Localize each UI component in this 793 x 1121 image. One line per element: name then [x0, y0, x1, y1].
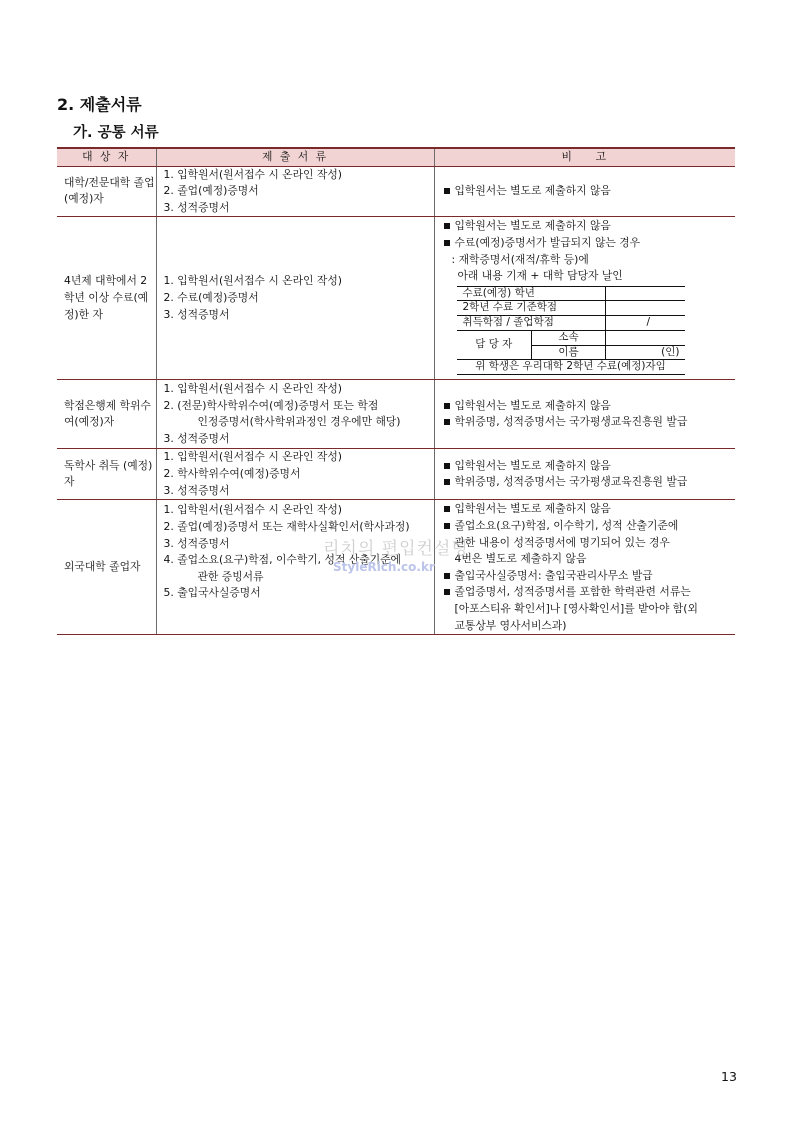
form-affiliation-label: 소속 [532, 330, 606, 345]
table-header-row [57, 148, 735, 166]
document-item: 1. 입학원서(원서접수 시 온라인 작성) [163, 274, 342, 288]
subsection-title: 가. 공통 서류 [73, 125, 159, 141]
row-notes [434, 500, 735, 635]
watermark-url: StyleRich.co.kr [333, 560, 435, 574]
form-confirmation: 위 학생은 우리대학 2학년 수료(예정)자임 [457, 360, 685, 375]
note-item: 입학원서는 별도로 제출하지 않음 [442, 501, 736, 518]
row-category: 독학사 취득 (예정)자 [57, 449, 156, 500]
form-officer-label: 담 당 자 [457, 330, 532, 359]
page-number: 13 [721, 1069, 737, 1084]
document-item: 2. 수료(예정)증명서 [163, 291, 259, 305]
note-continuation: 아래 내용 기재 + 대학 담당자 날인 [457, 269, 623, 283]
note-item: 학위증명, 성적증명서는 국가평생교육진흥원 발급 [442, 474, 736, 491]
row-notes [434, 217, 735, 380]
form-earned-credits-label: 취득학점 / 졸업학점 [457, 316, 606, 331]
table-row [57, 449, 735, 500]
note-item: 졸업소요(요구)학점, 이수학기, 성적 산출기준에 관한 내용이 성적증명서에 명기되어 있는 경우 4번은 별도로 제출하지 않음 [442, 518, 736, 568]
row-category: 학점은행제 학위수여(예정)자 [57, 380, 156, 449]
document-item: 4. 졸업소요(요구)학점, 이수학기, 성적 산출기준에 관한 증빙서류 [163, 553, 401, 583]
document-item: 1. 입학원서(원서접수 시 온라인 작성) [163, 450, 342, 464]
form-blank-cell [606, 330, 685, 345]
table-row [57, 380, 735, 449]
header-documents: 제 출 서 류 [156, 148, 434, 166]
document-item: 3. 성적증명서 [163, 483, 230, 497]
note-item: 입학원서는 별도로 제출하지 않음 [442, 183, 736, 200]
header-remarks: 비 고 [434, 148, 735, 166]
document-item: 3. 성적증명서 [163, 431, 230, 445]
document-item: 1. 입학원서(원서접수 시 온라인 작성) [163, 167, 342, 181]
row-documents [156, 449, 434, 500]
note-item: 학위증명, 성적증명서는 국가평생교육진흥원 발급 [442, 414, 736, 431]
document-item: 5. 출입국사실증명서 [163, 586, 261, 600]
table-row [57, 217, 735, 380]
note-item: 졸업증명서, 성적증명서를 포함한 학력관련 서류는 [아포스티유 확인서]나 [영사확인서]를 받아야 함(외 교통상부 영사서비스과) [442, 584, 736, 634]
note-continuation: : 재학증명서(재적/휴학 등)에 [451, 252, 589, 266]
row-category: 4년제 대학에서 2학년 이상 수료(예정)한 자 [57, 217, 156, 380]
form-seal: (인) [606, 345, 685, 360]
table-row [57, 166, 735, 217]
document-item: 2. 졸업(예정)증명서 [163, 184, 259, 198]
completion-form-table [457, 286, 685, 375]
row-notes [434, 449, 735, 500]
form-blank-cell [606, 301, 685, 316]
document-item: 1. 입학원서(원서접수 시 온라인 작성) [163, 382, 342, 396]
note-item: 수료(예정)증명서가 발급되지 않는 경우 [442, 235, 736, 252]
watermark-text: 리치의 편입컨설팅 [323, 539, 469, 559]
document-item: 1. 입학원서(원서접수 시 온라인 작성) [163, 503, 342, 517]
form-blank-cell [606, 286, 685, 301]
row-documents [156, 217, 434, 380]
row-notes [434, 380, 735, 449]
header-target: 대 상 자 [57, 148, 156, 166]
row-documents [156, 380, 434, 449]
document-item: 3. 성적증명서 [163, 307, 230, 321]
document-item: 3. 성적증명서 [163, 536, 230, 550]
row-notes [434, 166, 735, 217]
form-name-label: 이름 [532, 345, 606, 360]
row-category: 대학/전문대학 졸업(예정)자 [57, 166, 156, 217]
form-slash: / [606, 316, 685, 331]
section-title: 2. 제출서류 [57, 95, 142, 114]
document-item: 2. (전문)학사학위수여(예정)증명서 또는 학점 인정증명서(학사학위과정인 경우에만 해당) [163, 398, 401, 429]
note-item: 입학원서는 별도로 제출하지 않음 [442, 218, 736, 235]
document-item: 3. 성적증명서 [163, 200, 230, 214]
note-item: 입학원서는 별도로 제출하지 않음 [442, 398, 736, 415]
note-item: 출입국사실증명서: 출입국관리사무소 발급 [442, 568, 736, 585]
note-item: 입학원서는 별도로 제출하지 않음 [442, 458, 736, 475]
form-credit-standard-label: 2학년 수료 기준학점 [457, 301, 606, 316]
document-item: 2. 학사학위수여(예정)증명서 [163, 467, 301, 481]
document-item: 2. 졸업(예정)증명서 또는 재학사실확인서(학사과정) [163, 519, 410, 533]
form-grade-label: 수료(예정) 학년 [457, 286, 606, 301]
row-documents [156, 166, 434, 217]
row-category: 외국대학 졸업자 [57, 500, 156, 635]
